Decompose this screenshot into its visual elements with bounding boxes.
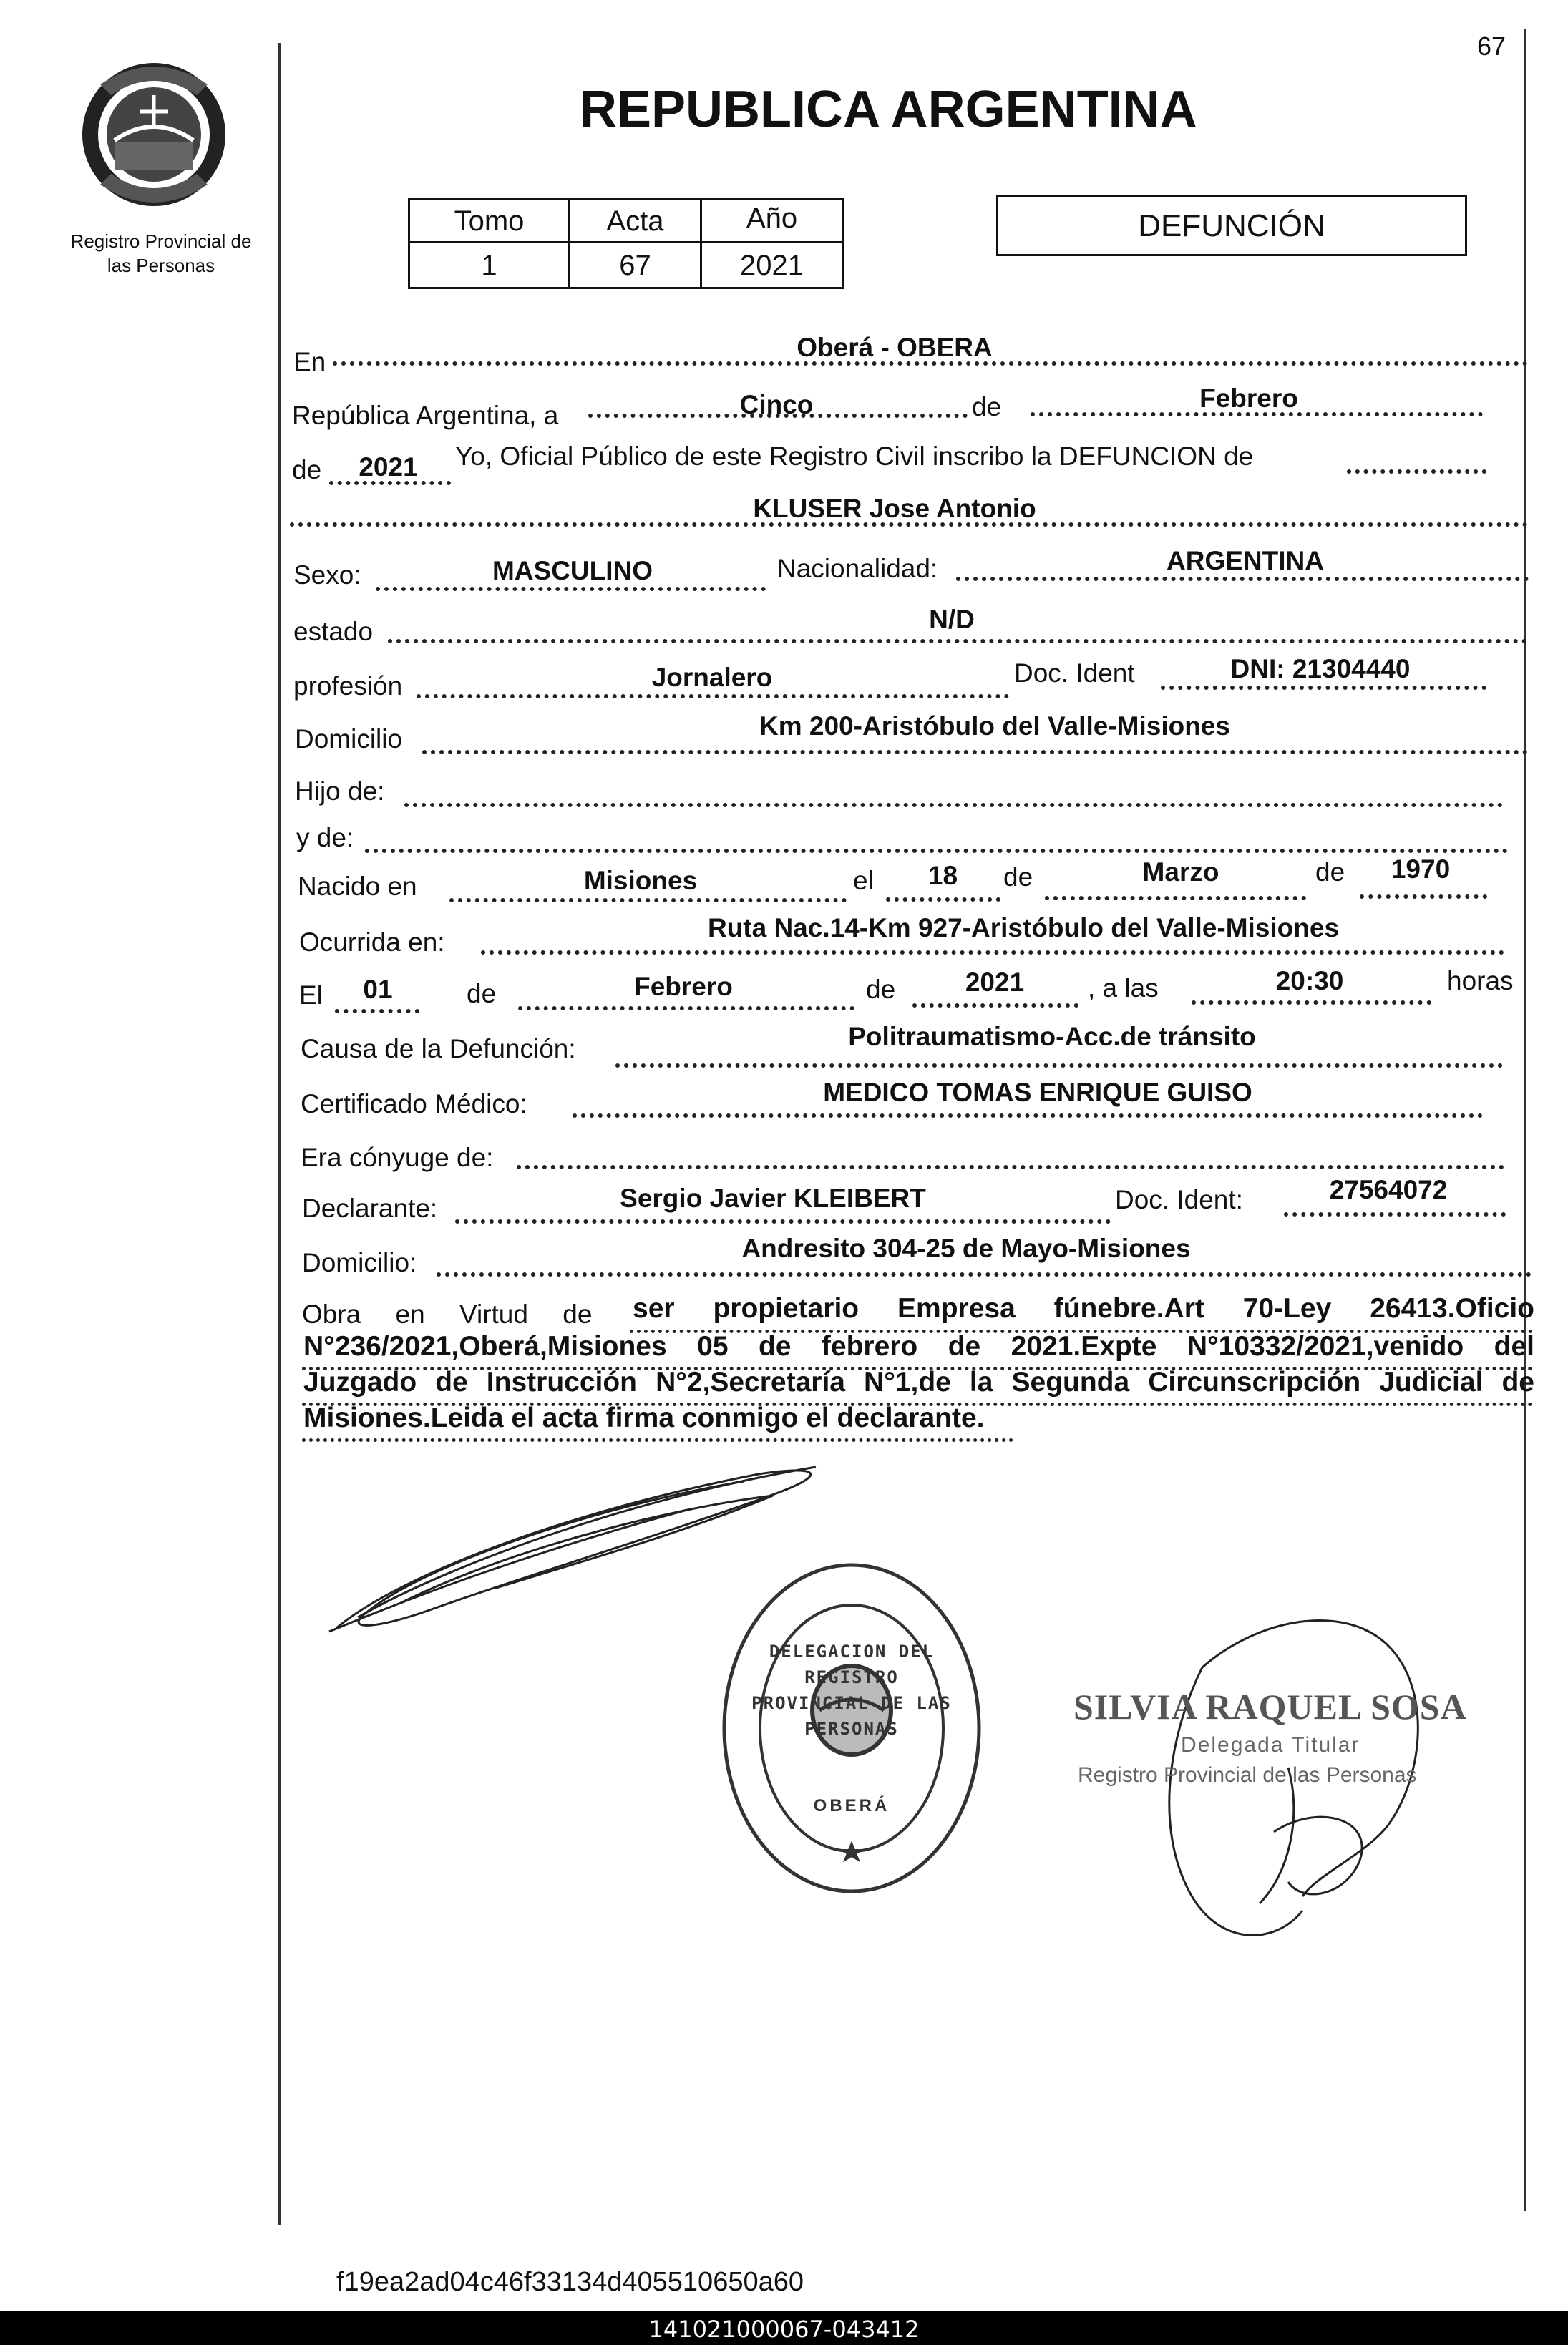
table-value-tomo: 1 bbox=[481, 250, 497, 281]
declarante-value: Sergio Javier KLEIBERT bbox=[620, 1184, 926, 1213]
def-mes-value: Febrero bbox=[634, 972, 733, 1001]
domicilio-dotline bbox=[422, 750, 1528, 754]
estado-dotline bbox=[388, 639, 1527, 643]
inscribo-dotline bbox=[1347, 469, 1486, 474]
hijo-dotline bbox=[404, 803, 1503, 807]
nac-dia-value: 18 bbox=[927, 861, 958, 890]
obra-line-2: N°236/2021,Oberá,Misiones 05 de febrero de 2021.Expte N°10332/2021,venido del bbox=[303, 1331, 1534, 1362]
en-label: En bbox=[293, 347, 326, 376]
nac-mes-value: Marzo bbox=[1142, 857, 1219, 887]
document-hash: f19ea2ad04c46f33134d405510650a60 bbox=[336, 2267, 804, 2297]
nac-de2-label: de bbox=[1315, 857, 1345, 887]
province-seal bbox=[72, 56, 236, 213]
domicilio-label: Domicilio bbox=[295, 724, 403, 754]
doc-dotline bbox=[1161, 686, 1486, 690]
def-dia-value: 01 bbox=[363, 975, 393, 1004]
y-de-dotline bbox=[365, 849, 1508, 853]
doc-value: DNI: 21304440 bbox=[1230, 654, 1411, 683]
stamp-center-text: OBERÁ bbox=[813, 1796, 890, 1815]
def-hora-dotline bbox=[1192, 1000, 1431, 1005]
nacido-value: Misiones bbox=[583, 866, 698, 895]
nacido-label: Nacido en bbox=[298, 872, 417, 901]
declarante-label: Declarante: bbox=[302, 1194, 438, 1223]
obra-line-3: Juzgado de Instrucción N°2,Secretaría N°1,de la Segunda Circunscripción Judicial de bbox=[303, 1367, 1534, 1398]
act-type-box bbox=[996, 195, 1467, 256]
stamp-ring-text: DELEGACION DEL REGISTRO PROVINCIAL DE LAS PERSONAS bbox=[751, 1642, 952, 1739]
table-header-anio: Año bbox=[746, 203, 798, 234]
def-de2-label: de bbox=[866, 975, 896, 1004]
footer-bar-code: 141021000067-043412 bbox=[648, 2316, 920, 2343]
def-hora-value: 20:30 bbox=[1275, 966, 1344, 995]
table-header-acta: Acta bbox=[606, 205, 664, 237]
mes-value: Febrero bbox=[1199, 384, 1298, 413]
domicilio-value: Km 200-Aristóbulo del Valle-Misiones bbox=[759, 711, 1230, 741]
nac-dia-dotline bbox=[886, 897, 1000, 902]
doc2-dotline bbox=[1284, 1212, 1506, 1217]
obra-line-4: Misiones.Leida el acta firma conmigo el declarante. bbox=[303, 1403, 985, 1433]
republica-label: República Argentina, a bbox=[292, 401, 559, 430]
sexo-dotline bbox=[376, 587, 766, 591]
nacido-dotline bbox=[449, 898, 847, 902]
obra-dotline-4 bbox=[302, 1438, 1013, 1442]
signatory-name: SILVIA RAQUEL SOSA bbox=[1073, 1687, 1467, 1727]
declarante-dotline bbox=[455, 1219, 1111, 1224]
profesion-value: Jornalero bbox=[651, 663, 773, 692]
table-value-acta: 67 bbox=[619, 250, 651, 281]
certificado-label: Certificado Médico: bbox=[301, 1089, 527, 1118]
estado-label: estado bbox=[293, 617, 374, 646]
doc-label: Doc. Ident bbox=[1014, 658, 1135, 688]
estado-value: N/D bbox=[929, 605, 975, 634]
hijo-label: Hijo de: bbox=[295, 776, 385, 806]
y-de-label: y de: bbox=[296, 823, 354, 852]
nacionalidad-label: Nacionalidad: bbox=[777, 554, 938, 583]
left-margin-line bbox=[278, 43, 281, 2225]
def-anio-value: 2021 bbox=[965, 967, 1025, 997]
nac-de1-label: de bbox=[1003, 862, 1033, 892]
profesion-label: profesión bbox=[293, 671, 403, 701]
def-mes-dotline bbox=[518, 1006, 854, 1010]
table-value-anio: 2021 bbox=[740, 250, 804, 281]
el-label: el bbox=[853, 866, 874, 895]
horas-label: horas bbox=[1447, 966, 1514, 995]
conyuge-label: Era cónyuge de: bbox=[301, 1143, 494, 1172]
nac-mes-dotline bbox=[1045, 896, 1306, 900]
domicilio2-dotline bbox=[437, 1272, 1532, 1277]
signatory-role: Delegada Titular bbox=[1181, 1733, 1360, 1757]
doc2-label: Doc. Ident: bbox=[1115, 1185, 1243, 1214]
nombre-value: KLUSER Jose Antonio bbox=[753, 494, 1036, 523]
certificado-value: MEDICO TOMAS ENRIQUE GUISO bbox=[823, 1078, 1252, 1107]
footer-bar bbox=[0, 2311, 1568, 2345]
def-dia-dotline bbox=[335, 1009, 419, 1013]
anio-value: 2021 bbox=[359, 452, 418, 482]
ocurrida-label: Ocurrida en: bbox=[299, 927, 445, 957]
certificado-dotline bbox=[573, 1113, 1483, 1118]
de-label-1: de bbox=[972, 392, 1002, 421]
org-name-line1: Registro Provincial de bbox=[70, 230, 252, 252]
alas-label: , a las bbox=[1088, 973, 1159, 1003]
domicilio2-value: Andresito 304-25 de Mayo-Misiones bbox=[741, 1234, 1191, 1263]
conyuge-dotline bbox=[517, 1165, 1504, 1169]
dia-value: Cinco bbox=[739, 390, 814, 419]
en-value: Oberá - OBERA bbox=[797, 333, 993, 362]
sexo-label: Sexo: bbox=[293, 560, 361, 590]
obra-label: Obra en Virtud de bbox=[302, 1300, 593, 1329]
nac-anio-value: 1970 bbox=[1391, 854, 1451, 884]
domicilio2-label: Domicilio: bbox=[302, 1248, 417, 1277]
doc2-value: 27564072 bbox=[1329, 1175, 1448, 1204]
signatory-org: Registro Provincial de las Personas bbox=[1078, 1763, 1417, 1787]
table-header-tomo: Tomo bbox=[454, 205, 525, 237]
act-type-label: DEFUNCIÓN bbox=[1138, 208, 1325, 243]
causa-dotline bbox=[615, 1063, 1503, 1068]
page-title: REPUBLICA ARGENTINA bbox=[580, 81, 1197, 138]
right-margin-line bbox=[1524, 29, 1526, 2211]
ocurrida-dotline bbox=[481, 950, 1504, 955]
causa-value: Politraumatismo-Acc.de tránsito bbox=[848, 1022, 1256, 1051]
ocurrida-value: Ruta Nac.14-Km 927-Aristóbulo del Valle-Misiones bbox=[707, 913, 1340, 942]
causa-label: Causa de la Defunción: bbox=[301, 1034, 576, 1063]
inscribo-text: Yo, Oficial Público de este Registro Civil inscribo la DEFUNCION de bbox=[455, 442, 1254, 471]
nac-anio-dotline bbox=[1360, 894, 1487, 899]
page-number: 67 bbox=[1477, 31, 1506, 61]
profesion-dotline bbox=[417, 694, 1009, 698]
official-stamp bbox=[719, 1560, 984, 1896]
el2-label: El bbox=[299, 980, 323, 1010]
de-label-2: de bbox=[292, 455, 322, 484]
def-de1-label: de bbox=[467, 979, 497, 1008]
nacionalidad-value: ARGENTINA bbox=[1167, 546, 1324, 575]
def-anio-dotline bbox=[912, 1003, 1078, 1008]
nacionalidad-dotline bbox=[956, 577, 1529, 581]
act-table bbox=[408, 198, 844, 289]
sexo-value: MASCULINO bbox=[492, 556, 653, 585]
org-name-line2: las Personas bbox=[107, 255, 215, 276]
obra-line-1: ser propietario Empresa fúnebre.Art 70-Ley 26413.Oficio bbox=[633, 1293, 1534, 1324]
